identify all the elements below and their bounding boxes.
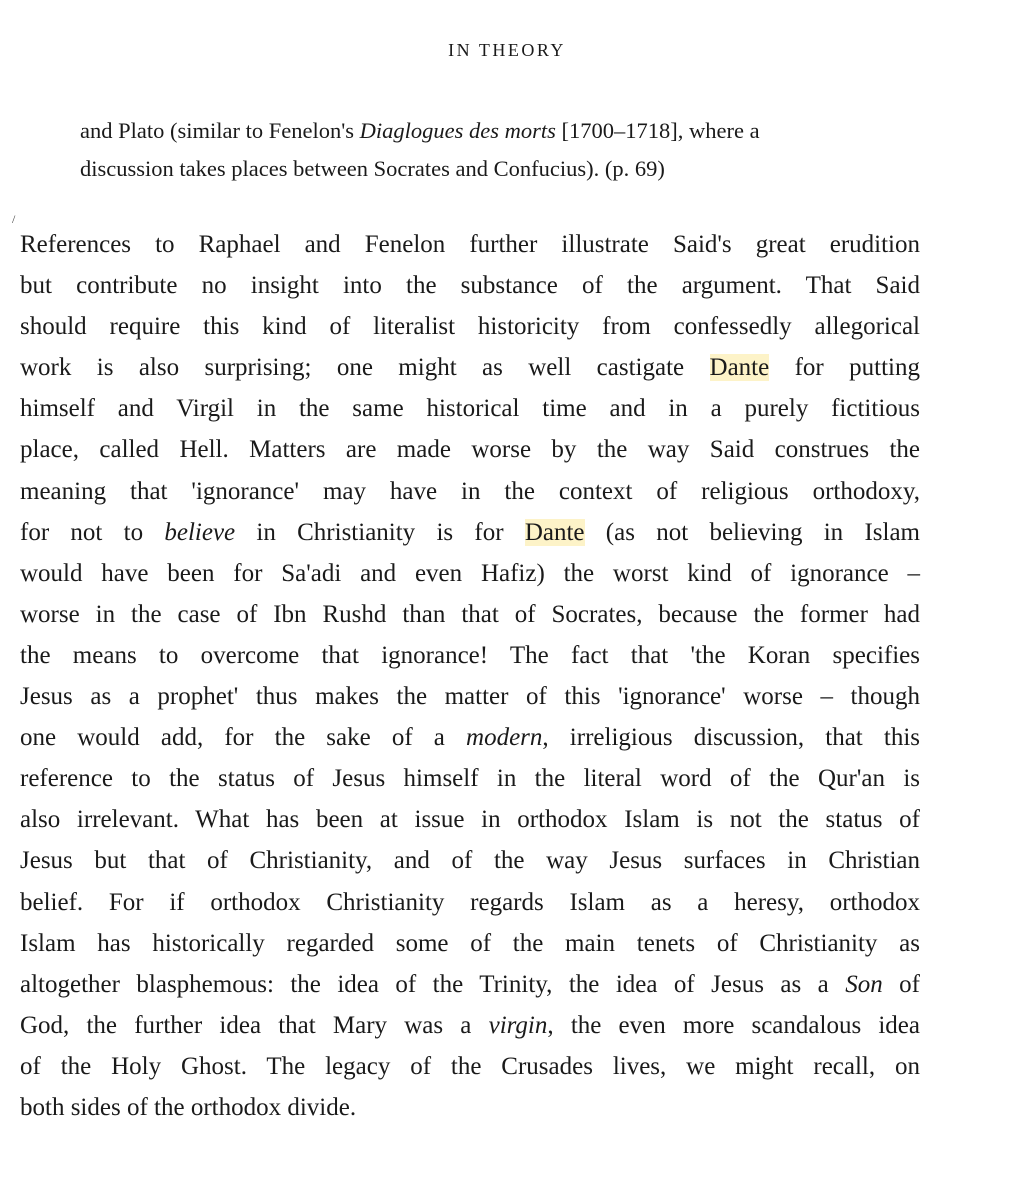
highlighted-term: Dante	[524, 518, 585, 546]
body-text-run: (as not believing in Islam	[584, 518, 920, 546]
quote-line-1	[80, 112, 910, 150]
body-text-run: God, the further idea that Mary was a	[20, 1011, 489, 1039]
body-text-run: work is also surprising; one might as well castigate	[20, 354, 710, 382]
body-line-last: both sides of the orthodox divide.	[20, 1093, 357, 1121]
body-text-run: , the even more scandalous idea	[547, 1011, 920, 1039]
body-line: meaning that 'ignorance' may have in the context of religious orthodoxy,	[20, 477, 920, 505]
body-line: worse in the case of Ibn Rushd than that of Socrates, because the former had	[20, 600, 920, 628]
quote-text: and Plato (similar to Fenelon's	[80, 118, 360, 143]
body-text-run: altogether blasphemous: the idea of the Trinity, the idea of Jesus as a	[20, 970, 846, 998]
body-line: Jesus but that of Christianity, and of the way Jesus surfaces in Christian	[20, 847, 920, 875]
body-line: References to Raphael and Fenelon further illustrate Said's great erudition	[20, 231, 920, 258]
body-line	[20, 347, 920, 388]
body-line: of the Holy Ghost. The legacy of the Crusades lives, we might recall, on	[20, 1052, 920, 1080]
body-text-run: for not to	[20, 518, 165, 546]
margin-mark: /	[12, 212, 16, 226]
body-text-run: for putting	[769, 354, 920, 382]
highlighted-term: Dante	[709, 354, 770, 382]
running-head: IN THEORY	[448, 40, 566, 60]
body-text-run: one would add, for the sake of a	[20, 724, 467, 752]
emphasis: Son	[845, 970, 883, 998]
body-line	[20, 1005, 920, 1046]
body-line: the means to overcome that ignorance! The fact that 'the Koran specifies	[20, 641, 920, 669]
quote-line-2: discussion takes places between Socrates and Confucius). (p. 69)	[80, 156, 665, 181]
body-line	[20, 964, 920, 1005]
body-line: Jesus as a prophet' thus makes the matter of this 'ignorance' worse – though	[20, 683, 920, 711]
body-line: would have been for Sa'adi and even Hafiz) the worst kind of ignorance –	[20, 559, 920, 587]
emphasis: believe	[164, 518, 236, 546]
body-line: should require this kind of literalist historicity from confessedly allegorical	[20, 313, 920, 341]
block-quote	[80, 112, 910, 188]
emphasis: modern	[466, 724, 543, 752]
body-paragraph	[20, 224, 920, 1128]
body-text-run: of	[882, 970, 920, 998]
body-line: belief. For if orthodox Christianity regards Islam as a heresy, orthodox	[20, 888, 920, 916]
body-line: but contribute no insight into the substance of the argument. That Said	[20, 272, 920, 300]
quote-text: [1700–1718], where a	[555, 118, 760, 143]
body-line: also irrelevant. What has been at issue in orthodox Islam is not the status of	[20, 806, 920, 834]
book-title: Diaglogues des morts	[359, 118, 556, 143]
body-line: reference to the status of Jesus himself in the literal word of the Qur'an is	[20, 765, 920, 793]
body-line: Islam has historically regarded some of the main tenets of Christianity as	[20, 929, 920, 957]
body-line: himself and Virgil in the same historical time and in a purely fictitious	[20, 395, 920, 423]
emphasis: virgin	[488, 1011, 548, 1039]
body-line	[20, 512, 920, 553]
body-line	[20, 717, 920, 758]
body-line: place, called Hell. Matters are made worse by the way Said construes the	[20, 436, 920, 464]
body-text-run: in Christianity is for	[235, 518, 525, 546]
body-text-run: , irreligious discussion, that this	[542, 724, 920, 752]
